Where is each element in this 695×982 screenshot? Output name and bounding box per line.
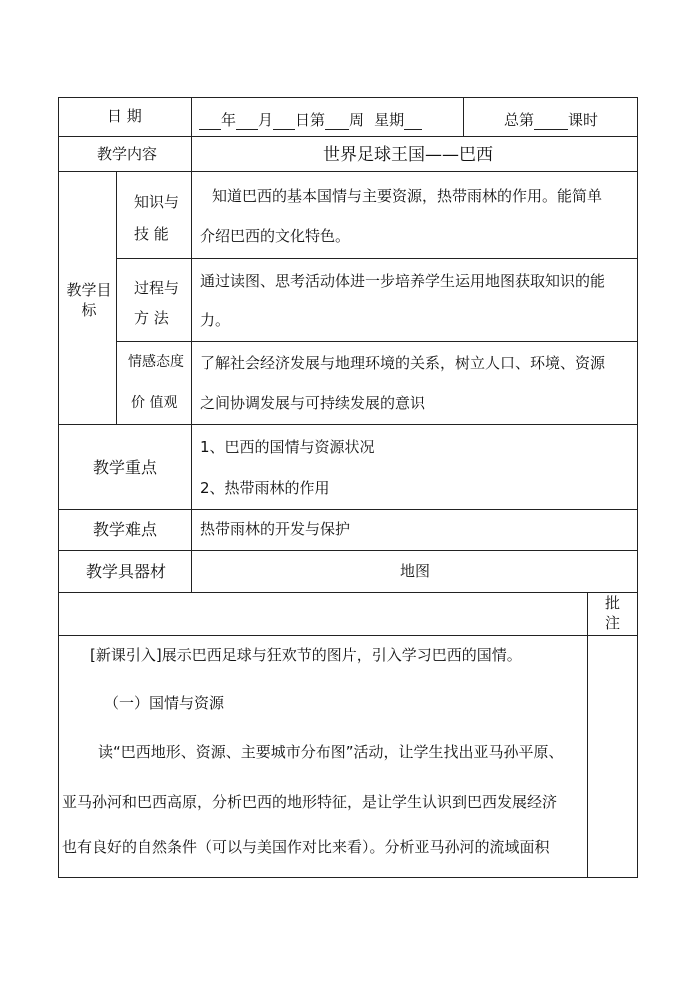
content-label: 教学内容: [97, 145, 158, 163]
key-point-1: 1、巴西的国情与资源状况: [200, 438, 375, 456]
equipment-label: 教学具器材: [86, 562, 167, 581]
process-label-line2: 方 法: [134, 309, 169, 327]
process-text-line1: 通过读图、思考活动体进一步培养学生运用地图获取知识的能: [200, 272, 606, 290]
attitude-label-line2: 价 值观: [131, 395, 178, 411]
notes-label-line2: 注: [605, 614, 621, 632]
knowledge-text-line2: 介绍巴西的文化特色。: [200, 227, 351, 245]
body-para-line1: 读“巴西地形、资源、主要城市分布图”活动，让学生找出亚马孙平原、: [98, 743, 564, 761]
key-points-value-cell: [191, 424, 638, 510]
week-blank[interactable]: [325, 111, 349, 130]
date-label: 日 期: [107, 107, 142, 125]
knowledge-text-line1: 知道巴西的基本国情与主要资源，热带雨林的作用。能简单: [212, 187, 603, 205]
equipment-value: 地图: [400, 562, 431, 580]
attitude-text-line2: 之间协调发展与可持续发展的意识: [200, 394, 426, 412]
difficulty-label: 教学难点: [93, 520, 158, 539]
lesson-blank[interactable]: [534, 111, 568, 130]
day-week-label: 日第: [295, 111, 326, 129]
process-label-line1: 过程与: [134, 279, 180, 297]
year-label: 年: [221, 111, 237, 129]
lesson-prefix: 总第: [504, 111, 535, 129]
knowledge-text-cell: [191, 171, 638, 259]
week-label: 周: [349, 111, 365, 129]
weekday-label: 星期: [374, 111, 405, 129]
body-para-line2: 亚马孙河和巴西高原，分析巴西的地形特征，是让学生认识到巴西发展经济: [62, 793, 558, 811]
lesson-number: [504, 109, 598, 130]
goals-label: 教学目标: [66, 281, 112, 319]
weekday-blank[interactable]: [404, 111, 422, 130]
date-fields: [199, 109, 422, 130]
knowledge-label-line2: 技 能: [134, 225, 169, 243]
body-intro: [新课引入]展示巴西足球与狂欢节的图片，引入学习巴西的国情。: [90, 646, 522, 664]
key-point-2: 2、热带雨林的作用: [200, 479, 330, 497]
knowledge-label-line1: 知识与: [134, 193, 180, 211]
content-title: 世界足球王国——巴西: [323, 145, 493, 165]
process-text-cell: [191, 258, 638, 342]
month-blank[interactable]: [236, 111, 258, 130]
body-para-line3: 也有良好的自然条件（可以与美国作对比来看）。分析亚马孙河的流域面积: [62, 838, 550, 856]
notes-label-line1: 批: [605, 594, 621, 612]
year-blank[interactable]: [199, 111, 221, 130]
month-label: 月: [258, 111, 274, 129]
day-blank[interactable]: [273, 111, 295, 130]
difficulty-value: 热带雨林的开发与保护: [200, 520, 351, 538]
attitude-label-line1: 情感态度: [128, 354, 184, 370]
knowledge-label-cell: [116, 171, 192, 259]
process-label-cell: [116, 258, 192, 342]
body-section-heading: （一）国情与资源: [104, 694, 225, 712]
process-text-line2: 力。: [200, 311, 231, 329]
lesson-suffix: 课时: [568, 111, 599, 129]
notes-column-cell[interactable]: [587, 635, 638, 878]
notes-header-main-cell: [58, 592, 588, 636]
key-points-label: 教学重点: [93, 458, 158, 477]
attitude-text-line1: 了解社会经济发展与地理环境的关系，树立人口、环境、资源: [200, 354, 606, 372]
